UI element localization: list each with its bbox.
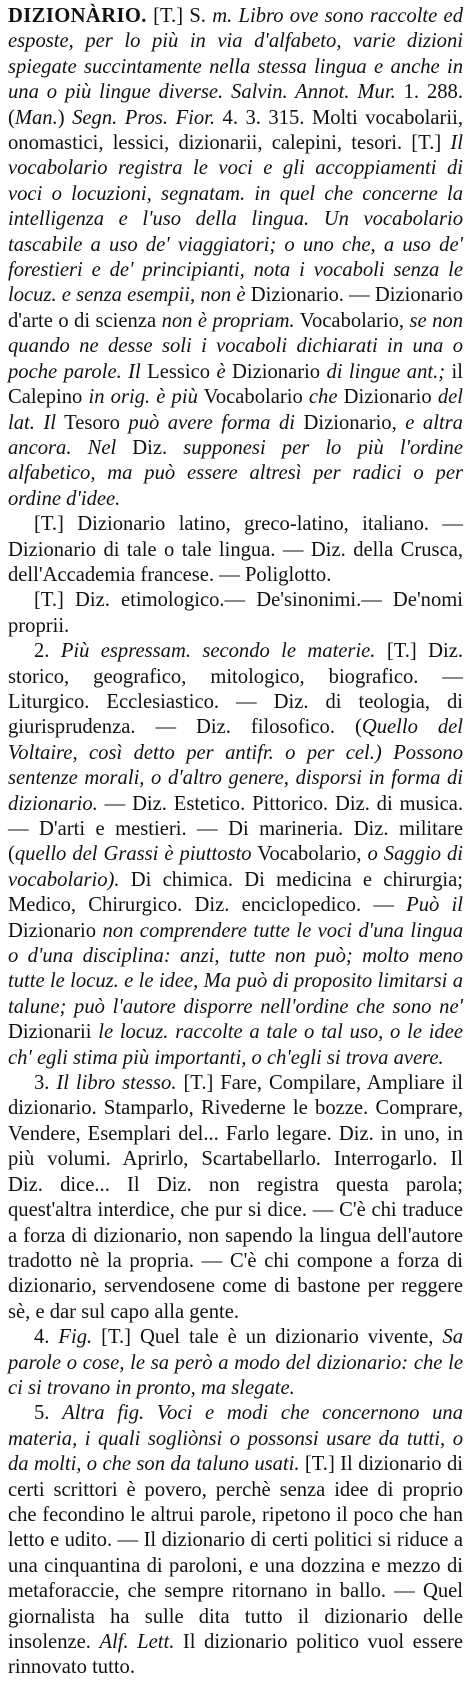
text-run: [T.] Diz. storico, geografico, mitologico, biografico. — Liturgico. Ecclesiastico. — Diz. di teologia, di giurisprudenza. — Diz. filosofico. ( (8, 640, 463, 739)
text-run: Dizionario (225, 360, 327, 383)
text-run: — Diz. Estetico. Pittorico. Diz. di musica. — D'arti e mestieri. — Di marineria. Diz. militare ( (8, 792, 463, 866)
italic-run: non comprendere tutte le voci d'una lingua o d'una disciplina: anzi, tutte non può; molto meno tutte le locuz. e le idee, Ma può di proposito limitarsi a talune; può l'autore disporre nell'ordine che sono ne' (8, 919, 464, 1018)
text-run: 3. (34, 1072, 57, 1095)
text-run: Vocabolario (197, 386, 309, 409)
italic-run: e altra ancora. Nel (8, 411, 463, 459)
text-run: Dizionarii (8, 1021, 99, 1044)
text-run: [T.] Il dizionario di certi scrittori è povero, perchè senza idee di proprio che fecondino le altrui parole, ripetono il poco che han letto e udito. — Il dizionario di certi politici si riduce a una cinquantina di paroloni, e una dozzina e mezzo di metaforaccie, che sempre ritornano in ballo. — Quel giornalista ha sulle dita tutto il dizionario delle insolenze. (8, 1453, 463, 1653)
definition-text (8, 5, 463, 510)
text-run: 1. 288. ( (8, 81, 463, 129)
text-run: ) (57, 106, 73, 129)
text-run: Tesoro (55, 411, 129, 434)
italic-run: Il vocabolario registra le voci e gli accoppiamenti di voci o locuzioni, segnatam. in quel che concerne la intelligenza e l'uso della lingua. Un vocabolario tascabile a uso de' viaggiatori; o uno che, a uso de' forestieri e de' principianti, nota i vocaboli senza le locuz. e senza esempii, non è (8, 132, 463, 307)
text-run: Il dizionario politico vuol essere rinnovato tutto. (8, 1631, 463, 1679)
italic-run: Più espressam. secondo le materie. (60, 640, 376, 663)
sense-5 (8, 1401, 463, 1680)
sub-paragraph-special-dictionaries (8, 588, 463, 639)
text-run: Vocabolario, (251, 843, 368, 866)
italic-run: o Saggio di vocabolario). (8, 843, 463, 891)
text-run: Lessico (140, 360, 217, 383)
italic-run: supponesi per lo più l'ordine alfabetico, ma può essere altresì per radici o per ordine d'idee. (8, 436, 463, 510)
italic-run: Man. (14, 106, 58, 129)
text-run: 2. (34, 640, 61, 663)
text-run: Di chimica. Di medicina e chirurgia; Medico, Chirurgico. Diz. enciclopedico. — (8, 868, 463, 917)
text-run: [T.] Quel tale è un dizionario vivente, (92, 1326, 443, 1349)
italic-run: m. (212, 5, 233, 27)
sense-2 (8, 639, 463, 1071)
text-run: [T.] Diz. etimologico.— De'sinonimi.— De'nomi proprii. (8, 589, 463, 637)
italic-run: di lingue ant.; (326, 360, 446, 383)
italic-run: che (308, 386, 338, 409)
italic-run: Alf. Lett. (99, 1631, 175, 1653)
headword: DIZIONÀRIO. (8, 5, 147, 27)
sense-4 (8, 1325, 463, 1401)
text-run: il Calepino (8, 360, 463, 409)
italic-run: può avere forma di (128, 411, 296, 434)
italic-run: Il libro stesso. (56, 1072, 177, 1095)
text-run: 4. (34, 1326, 59, 1349)
italic-run: Altra fig. Voci e modi che concernono una materia, i quali sogliònsi o possonsi usare da tutti, o da molti, o che son da taluno usati. (8, 1402, 464, 1476)
entry-definition (8, 4, 463, 512)
text-run: Dizionario, (295, 411, 406, 434)
text-run: [T.] Dizionario latino, greco-latino, italiano. — Dizionario di tale o tale lingua. — Diz. della Crusca, dell'Accademia francese. — Poliglotto. (8, 513, 463, 586)
text-run: [T.] S. (153, 5, 213, 27)
text-run: Vocabolario, (294, 309, 410, 332)
italic-run: quello del Grassi è piuttosto (14, 843, 252, 866)
text-run: Dizionario. — Dizionario d'arte o di scienza (8, 284, 463, 332)
italic-run: Fig. (58, 1326, 93, 1349)
italic-run: Può il (406, 894, 463, 917)
italic-run: Quello del Voltaire, così detto per antifr. o per cel.) Possono sentenze morali, o d'altro genere, disporsi in forma di dizionario. (8, 716, 464, 815)
italic-run: se non quando ne desse soli i vocaboli dichiarati in una o poche parole. Il (8, 309, 464, 383)
italic-run: non è propriam. (161, 309, 295, 332)
text-run: Dizionario (8, 919, 103, 942)
italic-run: Sa parole o cose, le sa però a modo del dizionario: che le ci si trovano in pronto, ma slegate. (8, 1326, 463, 1399)
sense-3 (8, 1071, 463, 1325)
text-run: 5. (34, 1402, 63, 1425)
italic-run: le locuz. raccolte a tale o tal uso, o le idee ch' egli stima più importanti, o ch'egli si trova avere. (8, 1021, 463, 1069)
text-run: Diz. (116, 436, 184, 459)
italic-run: in orig. è più (88, 386, 198, 409)
text-run: Dizionario (337, 386, 438, 409)
italic-run: Libro ove sono raccolte ed esposte, per lo più in via d'alfabeto, varie dizioni spiegate succintamente nella stessa lingua e anche in una o più lingue diverse. Salvin. Annot. Mur. (8, 5, 463, 104)
italic-run: Segn. Pros. Fior. (72, 106, 216, 129)
text-run: 4. 3. 315. Molti vocabolarii, onomastici, lessici, dizionarii, calepini, tesori. [T.] (8, 106, 463, 155)
italic-run: è (216, 360, 226, 383)
text-run: [T.] Fare, Compilare, Ampliare il dizionario. Stamparlo, Rivederne le bozze. Comprare, Vendere, Esemplari del... Farlo legare. Diz. in uno, in più volumi. Aprirlo, Scartabellarlo. Interrogarlo. Il Diz. dice... Il Diz. non registra questa parola; quest'altra interdice, che pur si dice. — C'è chi traduce a forza di dizionario, non sapendo la lingua dell'autore tradotto nè la propria. — C'è chi compone a forza di dizionario, servendosene come di bastone per reggere sè, e dar sul capo alla gente. (8, 1072, 464, 1323)
italic-run: del lat. Il (8, 386, 463, 434)
sub-paragraph-dictionary-types (8, 512, 463, 588)
